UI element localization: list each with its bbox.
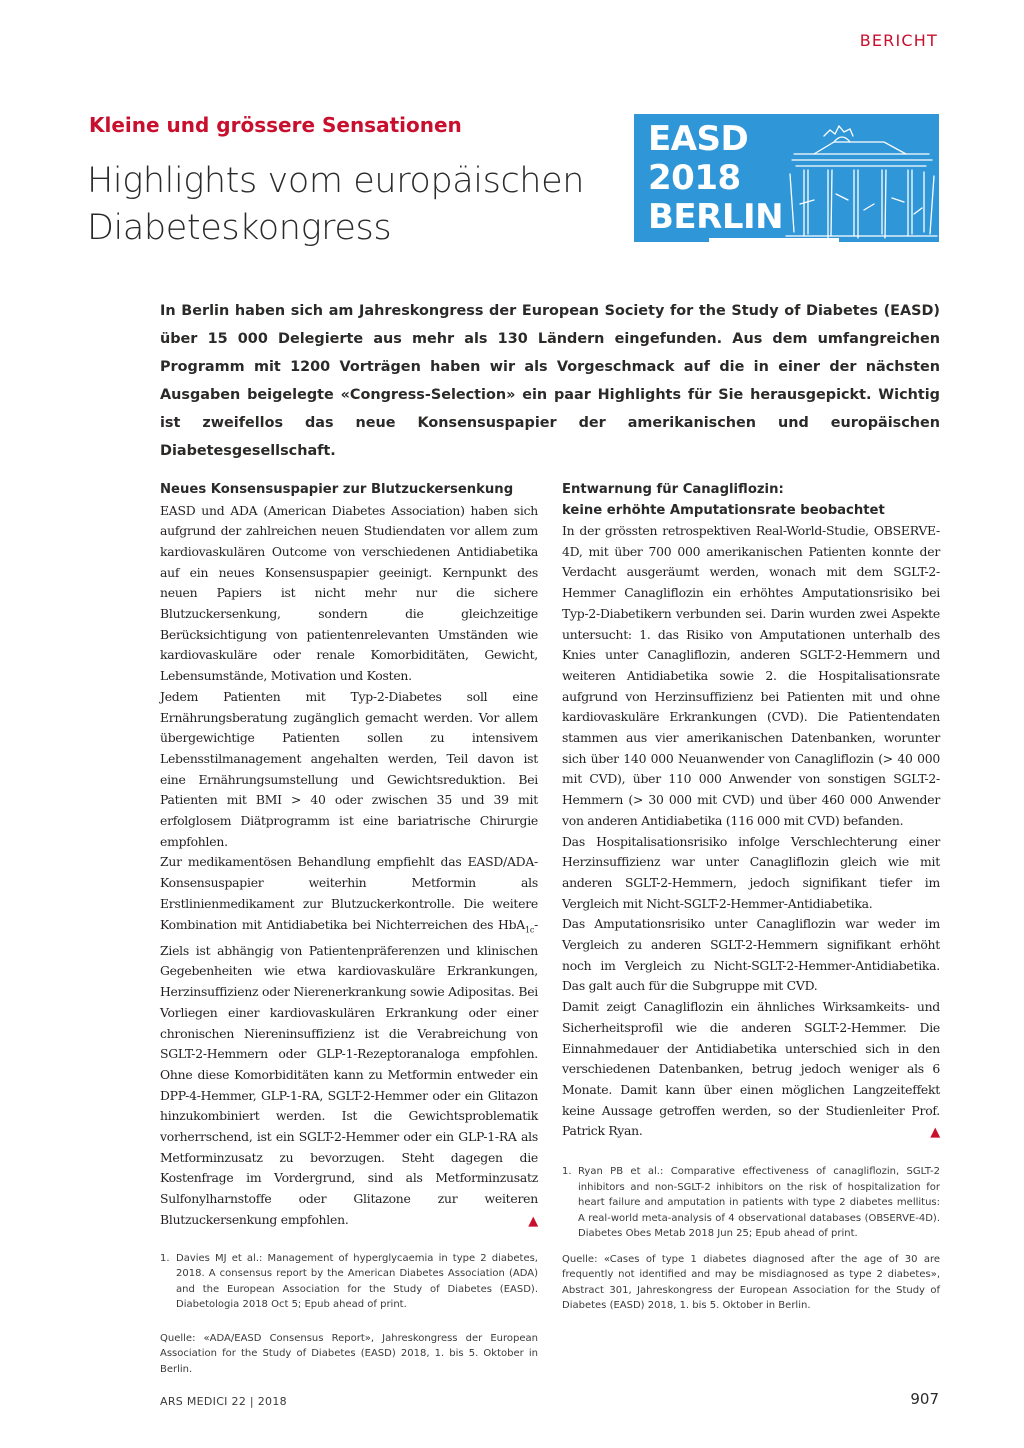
left-column-heading: Neues Konsensuspapier zur Blutzuckersenkung bbox=[160, 482, 514, 497]
end-mark-icon: ▲ bbox=[930, 1125, 940, 1141]
easd-berlin-logo bbox=[634, 114, 939, 242]
right-p4-text: Damit zeigt Canagliflozin ein ähnliches Wirksamkeits- und Sicherheitsprofil wie die anderen SGLT-2-Hemmer. Die Einnahmedauer der Antidiabetika unterschied sich in den verschiedenen Datenbanken, betrug jedoch weniger als 6 Monate. Damit kann über einen möglichen Langzeiteffekt keine Aussage getroffen werden, so der Studienleiter Prof. Patrick Ryan. bbox=[562, 999, 940, 1139]
left-paragraph-2: Jedem Patienten mit Typ-2-Diabetes soll eine Ernährungsberatung zugänglich gemacht werden. Vor allem übergewichtige Patienten sollen zu intensivem Lebensstilmanagement angehalten werden, Teil davon ist eine Ernährungsumstellung und Gewichtsreduktion. Bei Patienten mit BMI > 40 oder zwischen 35 und 39 mit erfolglosem Diätprogramm ist eine bariatrische Chirurgie empfohlen. bbox=[160, 688, 538, 849]
lead-paragraph: In Berlin haben sich am Jahreskongress der European Society for the Study of Diabetes (EASD) über 15 000 Delegierte aus mehr als 130 Ländern eingefunden. Aus dem umfangreichen Programm mit 1200 Vorträgen haben wir als Vorgeschmack auf die in einer der nächsten Ausgaben beigelegte «Congress-Selection» ein paar Highlights für Sie herausgepickt. Wichtig ist zweifellos das neue Konsensuspapier der amerikanischen und europäischen Diabetesgesellschaft. bbox=[160, 303, 940, 459]
left-column-body bbox=[160, 501, 538, 1231]
right-paragraph-1: In der grössten retrospektiven Real-World-Studie, OBSERVE-4D, mit über 700 000 amerikanischen Patienten konnte der Verdacht ausgeräumt werden, wonach mit dem SGLT-2-Hemmer Canagliflozin ein erhöhtes Amputationsrisiko bei Typ-2-Diabetikern verbunden sei. Darin wurden zwei Aspekte untersucht: 1. das Risiko von Amputationen unterhalb des Knies unter Canagliflozin, anderen SGLT-2-Hemmern und weiteren Antidiabetika sowie 2. die Hospitalisationsrate aufgrund von Herzinsuffizienz bei Patienten mit und ohne kardiovaskuläre Erkrankungen (CVD). Die Patientendaten stammen aus vier amerikanischen Datenbanken, worunter sich über 140 000 Neuanwender von Canagliflozin (> 40 000 mit CVD), über 110 000 Anwender von sonstigen SGLT-2-Hemmern (> 30 000 mit CVD) und über 460 000 Anwender von anderen Antidiabetika (116 000 mit CVD) befanden. bbox=[562, 523, 940, 828]
logo-line-easd: EASD bbox=[648, 119, 749, 159]
right-paragraph-3: Das Amputationsrisiko unter Canagliflozin war weder im Vergleich zu anderen SGLT-2-Hemmern signifikant erhöht noch im Vergleich zu Nicht-SGLT-2-Hemmer-Antidiabetika. Das galt auch für die Subgruppe mit CVD. bbox=[562, 916, 940, 994]
logo-notch bbox=[709, 238, 839, 242]
journal-footer: ARS MEDICI 22 | 2018 bbox=[160, 1395, 287, 1408]
page-title: Highlights vom europäischen Diabeteskongress bbox=[87, 161, 585, 248]
article-right-column bbox=[562, 480, 940, 1314]
footnote-text: Ryan PB et al.: Comparative effectiveness of canagliflozin, SGLT-2 inhibitors and non-SGLT-2 inhibitors on the risk of hospitalization for heart failure and amputation in patients with type 2 diabetes mellitus: A real-world meta-analysis of 4 observational databases (OBSERVE-4D). Diabetes Obes Metab 2018 Jun 25; Epub ahead of print. bbox=[578, 1166, 940, 1240]
article-kicker: Kleine und grössere Sensationen bbox=[89, 113, 462, 137]
end-mark-icon: ▲ bbox=[528, 1213, 538, 1229]
right-column-body bbox=[562, 521, 940, 1142]
page-number: 907 bbox=[910, 1390, 939, 1408]
footnote-number: 1. bbox=[160, 1252, 170, 1264]
left-p3-part-a: Zur medikamentösen Behandlung empfiehlt das EASD/ADA-Konsensuspapier weiterhin Metformin als Erstlinienmedikament zur Blutzuckerkontrolle. Die weitere Kombination mit Antidiabetika bei Nichterreichen des HbA bbox=[160, 854, 538, 932]
right-footnote bbox=[562, 1164, 940, 1242]
right-paragraph-2: Das Hospitalisationsrisiko infolge Verschlechterung einer Herzinsuffizienz war unter Canagliflozin gleich wie mit anderen SGLT-2-Hemmern, jedoch signifikant tiefer im Vergleich mit Nicht-SGLT-2-Hemmer-Antidiabetika. bbox=[562, 833, 940, 911]
left-source-note: Quelle: «ADA/EASD Consensus Report», Jahreskongress der European Association for the Study of Diabetes (EASD) 2018, 1. bis 5. Oktober in Berlin. bbox=[160, 1332, 538, 1375]
brandenburg-gate-sketch bbox=[784, 114, 939, 242]
right-column-heading-1: Entwarnung für Canagliflozin: bbox=[562, 482, 784, 497]
hba1c-subscript: 1c bbox=[524, 925, 535, 935]
left-paragraph-1: EASD und ADA (American Diabetes Association) haben sich aufgrund der zahlreichen neuen Studiendaten vor allem zum kardiovaskulären Outcome von verschiedenen Antidiabetika auf ein neues Konsensuspapier geeinigt. Kernpunkt des neuen Papiers ist nicht mehr nur die sichere Blutzuckersenkung, sondern die gleichzeitige Berücksichtigung von patientenrelevanten Umständen wie kardiovaskuläre oder renale Komorbiditäten, Gewicht, Lebensumstände, Motivation und Kosten. bbox=[160, 502, 538, 684]
right-source-note: Quelle: «Cases of type 1 diabetes diagnosed after the age of 30 are frequently not identified and may be misdiagnosed as type 2 diabetes», Abstract 301, Jahreskongress der European Association for the Study of Diabetes (EASD) 2018, 1. bis 5. Oktober in Berlin. bbox=[562, 1253, 940, 1312]
footnote-number: 1. bbox=[562, 1166, 572, 1178]
logo-line-city: BERLIN bbox=[648, 197, 784, 237]
section-label: BERICHT bbox=[859, 31, 938, 50]
right-column-heading-2: keine erhöhte Amputationsrate beobachtet bbox=[562, 502, 885, 518]
left-paragraph-3 bbox=[160, 852, 538, 1230]
right-paragraph-4 bbox=[562, 997, 940, 1142]
footnote-text: Davies MJ et al.: Management of hyperglycaemia in type 2 diabetes, 2018. A consensus report by the American Diabetes Association (ADA) and the European Association for the Study of Diabetes (EASD). Diabetologia 2018 Oct 5; Epub ahead of print. bbox=[176, 1252, 538, 1311]
left-footnote bbox=[160, 1251, 538, 1313]
article-left-column bbox=[160, 480, 538, 1377]
left-p3-part-b: -Ziels ist abhängig von Patientenpräferenzen und klinischen Gegebenheiten wie etwa kardiovaskuläre Erkrankungen, Herzinsuffizienz oder Nierenerkrankung sowie Adipositas. Bei Vorliegen einer kardiovaskulären Erkrankung oder einer chronischen Niereninsuffizienz ist die Verabreichung von SGLT-2-Hemmern oder GLP-1-Rezeptoranaloga empfohlen. Ohne diese Komorbiditäten kann zu Metformin entweder ein DPP-4-Hemmer, GLP-1-RA, SGLT-2-Hemmer oder ein Glitazon hinzukombiniert werden. Ist die Gewichtsproblematik vorherrschend, ist ein SGLT-2-Hemmer oder ein GLP-1-RA als Metforminzusatz zu bevorzugen. Steht dagegen die Kostenfrage im Vordergrund, sind als Metforminzusatz Sulfonylharnstoffe oder Glitazone zur weiteren Blutzuckersenkung empfohlen. bbox=[160, 916, 538, 1227]
logo-line-year: 2018 bbox=[648, 158, 741, 198]
